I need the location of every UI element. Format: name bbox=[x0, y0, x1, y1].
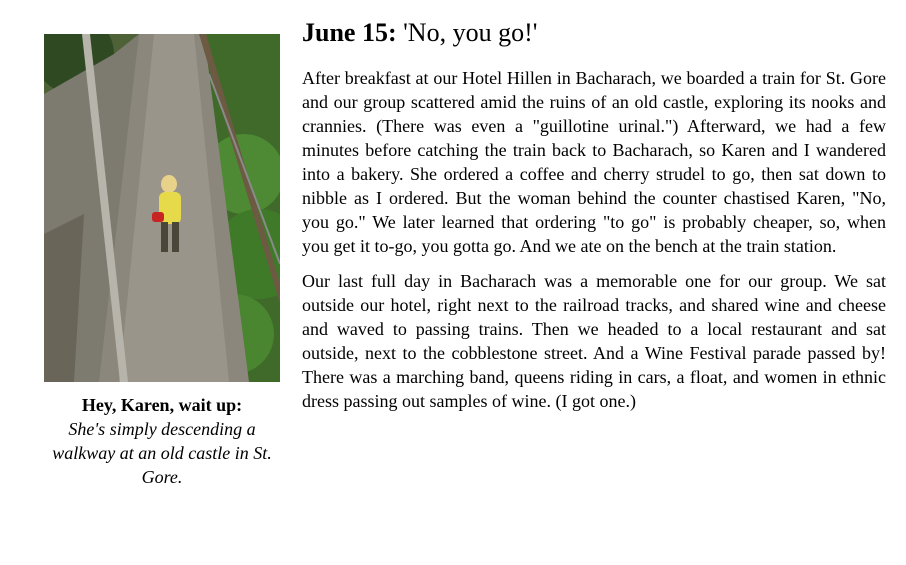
article bbox=[302, 16, 886, 424]
caption-title: Hey, Karen, wait up: bbox=[81, 395, 243, 415]
article-heading bbox=[302, 16, 886, 50]
article-paragraph-1: After breakfast at our Hotel Hillen in Bacharach, we boarded a train for St. Gore and our group scattered amid the ruins of an old castle, exploring its nooks and crannies. (There was even a "guillotine urinal.") Afterward, we had a few minutes before catching the train back to Bacharach, so Karen and I wandered into a bakery. She ordered a coffee and cherry strudel to go, then sat down to nibble as I ordered. But the woman behind the counter chastised Karen, "No, you go." We later learned that ordering "to go" is probably cheaper, so, when you get it to-go, you gotta go. And we ate on the bench at the train station. bbox=[302, 68, 886, 256]
article-paragraph-2: Our last full day in Bacharach was a memorable one for our group. We sat outside our hotel, right next to the railroad tracks, and shared wine and cheese and waved to passing trains. Then we headed to a local restaurant and sat outside, next to the cobblestone street. And a Wine Festival parade passed by! There was a marching band, queens riding in cars, a float, and women in ethnic dress passing out samples of wine. (I got one.) bbox=[302, 271, 886, 411]
caption-body: She's simply descending a walkway at an old castle in St. Gore. bbox=[52, 419, 272, 487]
article-date: June 15: bbox=[302, 18, 397, 47]
castle-walkway-photo bbox=[44, 34, 280, 382]
article-title: 'No, you go!' bbox=[403, 18, 538, 47]
photo-caption bbox=[44, 393, 280, 489]
